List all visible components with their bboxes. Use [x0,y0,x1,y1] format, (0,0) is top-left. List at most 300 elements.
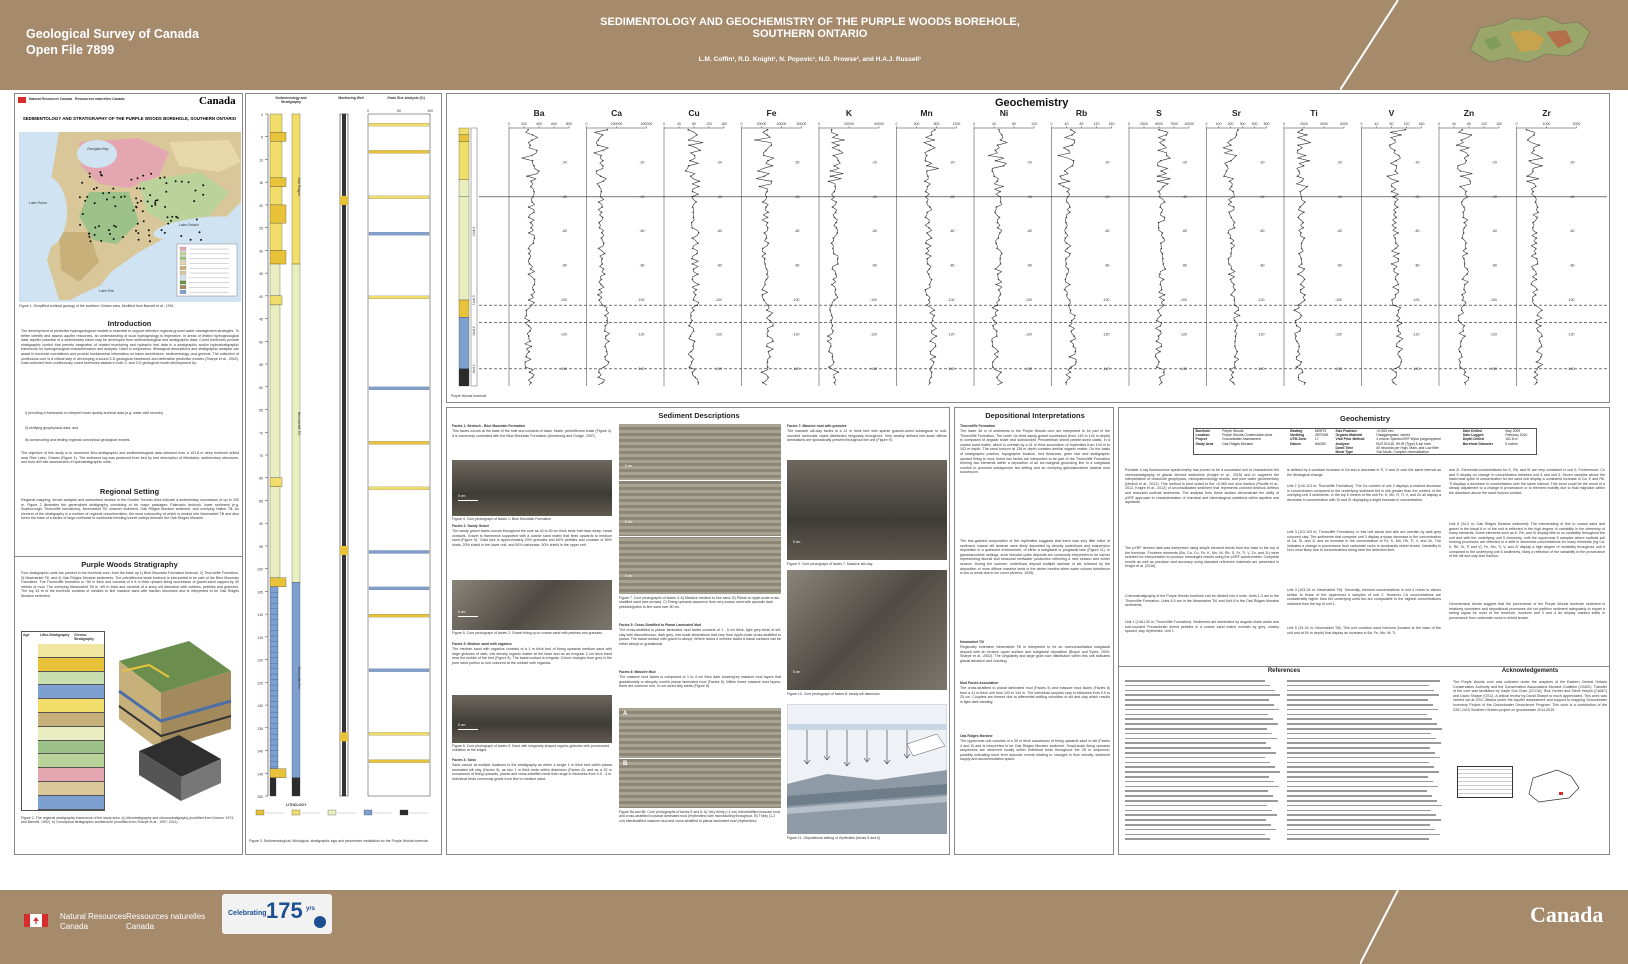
element-sample-point [596,170,598,172]
element-sample-point [1065,279,1067,281]
element-depth-tick-label: -140 [1334,366,1342,371]
element-sample-point [1166,155,1168,157]
photo-divider [619,480,781,481]
element-sample-point [1159,377,1161,379]
element-sample-point [601,206,603,208]
element-x-tick-label: 160 [1496,122,1502,126]
fig2-strat-band [38,782,104,796]
element-sample-point [1399,356,1401,358]
borehole-dot [161,229,163,231]
element-sample-point [926,155,928,157]
element-sample-point [1075,361,1077,363]
element-sample-point [766,268,768,270]
element-sample-point [1301,263,1303,265]
element-sample-point [1230,253,1232,255]
element-sample-point [926,170,928,172]
element-sample-point [1234,356,1236,358]
element-sample-point [1389,144,1391,146]
borehole-dot [109,233,111,235]
element-sample-point [531,201,533,203]
introduction-objective: The objective of this study is to document litho-stratigraphic and sedimentological data obtained from a 151.8 m deep borehole drilled near Rice Lake, Ontario (Figure 1). The sediment log was produced from bed by bed description of lithofacies, sedimentary structures, and from drill site assessment of hydrostratigraphic units. [21,451,239,465]
element-sample-point [997,273,999,275]
borehole-dot [175,216,177,218]
metadata-table-body [1194,429,1537,455]
element-sample-point [1405,129,1407,131]
element-sample-point [601,232,603,234]
element-sample-point [1395,201,1397,203]
element-sample-point [835,289,837,291]
geochem-unit-strip [471,128,477,386]
element-sample-point [1463,206,1465,208]
element-sample-point [1387,175,1389,177]
element-sample-point [1462,212,1464,214]
element-sample-point [768,351,770,353]
element-sample-point [1298,377,1300,379]
element-depth-tick-label: -120 [559,332,567,337]
metadata-cell: May 2009 [1505,429,1521,433]
element-x-tick-label: 0 [740,122,743,126]
geochem-para-7: Unit 3 (113-103 m; Thorncliffe Formation): In this unit sands and silts are overlain by dark grey coloured clay. The sediments that comprise unit 3 display a sharp decrease in the concentration of Ca, Sr, and Zr and an increase in the concentration of Fe, K, Mn, Rb, Ti, V, and Zn. The indicates a change in provenance from carbonate rocks to dominantly shield terrain. Variability in Ni is most likely due to concentrations being near the detection limit. [1287,530,1441,553]
borehole-dot [164,206,166,208]
element-sample-point [603,268,605,270]
metadata-cell: Visit Prior Method [1335,437,1365,442]
depth-tick-label: 150 [257,795,263,799]
element-sample-point [925,191,927,193]
element-sample-point [837,232,839,234]
element-sample-point [766,237,768,239]
element-sample-point [1531,284,1533,286]
element-sample-point [530,268,532,270]
element-sample-point [1071,144,1073,146]
element-x-tick-label: 40 [1064,122,1069,126]
lithology-layer [270,305,280,478]
element-sample-point [997,227,999,229]
fig2-strat-band [38,727,104,741]
element-sample-point [600,284,602,286]
element-sample-point [992,325,994,327]
element-sample-point [1069,253,1071,255]
element-sample-point [830,175,832,177]
lithology-layer [270,250,286,264]
geochem-unit-label: Unit 3 [472,295,476,305]
element-profile-line [594,130,610,385]
element-sample-point [1300,191,1302,193]
photo-label-a: A [623,711,628,717]
introduction-list-3: iii) constructing and testing regional conceptual geological models. [25,438,131,442]
element-sample-point [1157,165,1159,167]
element-x-tick-label: 40 [1452,122,1456,126]
element-sample-point [604,325,606,327]
element-sample-point [997,304,999,306]
element-x-tick-label: 300 [1239,122,1246,126]
element-x-tick-label: 160 [1108,122,1115,126]
borehole-metadata-table [1193,428,1537,455]
introduction-text: The development of predictive hydrogeological models is essential to support effective regional ground water management strategies. To better identify and assess aquifer resources, an understanding of local hydrogeology is imperative. In areas of limited hydrogeological data, aquifer potential of a sedimentary basin may be developed from sedimentological and stratigraphic data. Cored boreholes provide stratigraphic control that permits integration of related monitoring and hydraulic test data in a stratigraphic and/or hydrostratigraphic framework for hydrogeological characterization and analysis. Used in conjunction, lithological descriptions and stratigraphic analysis can assist in borehole correlations and provide fundamental information on basin architecture, sedimentology, and genesis. The collection of continuous core is a critical step in developing a sound 3-D geological framework and defensible predictive models (Sharpe et al., 2002). Data collected from continuously cored boreholes assists in both 2- and 3-D geological model development by: [21,329,239,366]
element-sample-point [832,356,834,358]
element-x-tick-label: 0 [1283,122,1285,126]
element-sample-point [1462,217,1464,219]
metadata-cell: UTM Zone [1290,437,1307,442]
element-sample-point [1391,191,1393,193]
element-sample-point [829,310,831,312]
metadata-cell: Analyzer [1335,441,1350,446]
element-sample-point [1235,155,1237,157]
figure-10-photo [787,570,947,690]
element-sample-point [1305,155,1307,157]
element-sample-point [995,160,997,162]
thorncliffe-text-2: The fine-grained composition of the rhythmites suggests that there was very little influx of sediment, coarse silt laminae were likely deposited by density underflows and suspension deposition in a quiescent environment, of either a subglacial or proglacial lake (Figure 11). In glaciolacustrine settings, such bimodal cyclic deposits are commonly interpreted to be varves representing diurnal and seasonal meltwater production reflecting a melt season and winter season. During the summer, underflows deposit multiple laminae of silt, followed by the deposition of more diffuse massive beds in the winter months when water column turbulence is low or weak due to ice cover (Antevs, 1925). [960,539,1110,576]
element-sample-point [1237,351,1239,353]
element-sample-point [690,351,692,353]
element-sample-point [1395,371,1397,373]
element-x-tick-label: 0 [973,122,975,126]
element-sample-point [530,186,532,188]
element-x-tick-label: 100 [1215,122,1222,126]
element-sample-point [698,284,700,286]
introduction-heading: Introduction [107,319,152,328]
element-depth-tick-label: -140 [1489,366,1497,371]
element-sample-point [1234,346,1236,348]
figure-11-depositional-diagram [787,704,947,834]
figure-1-caption: Figure 1. Simplified surficial geology of the southern Ontario area. Modified from Barnett et al., 1991. [19,304,175,308]
reference-line [1287,834,1440,836]
element-sample-point [1540,356,1542,358]
element-sample-point [691,227,693,229]
metadata-cell [1461,450,1503,455]
log-legend-heading: LITHOLOGY [286,803,307,807]
element-sample-point [834,382,836,384]
element-depth-tick-label: -60 [716,229,722,234]
element-profile-line [1527,130,1543,385]
metadata-cell: Depth Drilled [1462,437,1484,442]
photo-label-b: B [623,761,628,767]
element-sample-point [931,279,933,281]
open-file-number: Open File 7899 [26,43,115,57]
element-sample-point [1067,196,1069,198]
figure-4-photo [452,460,612,516]
stratigraphy-heading: Purple Woods Stratigraphy [81,560,178,569]
borehole-dot [139,188,141,190]
element-sample-point [767,361,769,363]
element-sample-point [1001,382,1003,384]
element-sample-point [531,346,533,348]
depth-tick-label: 110 [257,613,263,618]
element-sample-point [933,139,935,141]
element-sample-point [699,181,701,183]
element-sample-point [693,310,695,312]
element-sample-point [1461,237,1463,239]
metadata-cell: 690973 [1314,429,1327,433]
element-profile-line [1223,130,1239,385]
element-sample-point [1532,299,1534,301]
metadata-cell: Dwell Time [1335,445,1354,450]
element-depth-tick-label: -60 [1414,229,1420,234]
element-sample-point [766,279,768,281]
element-sample-point [1000,196,1002,198]
element-sample-point [928,299,930,301]
element-sample-point [1300,232,1302,234]
element-x-tick-label: 6000 [1340,122,1348,126]
element-sample-point [1538,366,1540,368]
element-sample-point [692,237,694,239]
figure-6-caption: Figure 6. Core photograph of facies 3: Sand with irregularly shaped organic globules with pronounced oxidation at the edges. [452,744,610,753]
borehole-dot [94,234,96,236]
element-sample-point [690,175,692,177]
element-sample-point [692,212,694,214]
element-sample-point [1395,377,1397,379]
element-sample-point [1533,191,1535,193]
facies-2-text: The sandy gravel facies occurs throughout the core as 40 to 50 cm thick beds that have sharp, basal contacts. Gravel is framework supported with a coarse sand matrix that fines upwards to medium sand (Figure 5). Clast size is approximately 20% granules and 60% pebbles and consists of 80% shale, 20% shield in the lower unit, and 50% carbonate, 50% shield in the upper unit. [452,529,612,547]
element-x-tick-label: 0 [663,122,665,126]
scale-bar-label: 5 cm [793,540,801,544]
element-sample-point [833,361,835,363]
element-profile-line [1294,130,1310,385]
element-sample-point [843,139,845,141]
reference-line [1125,771,1280,773]
element-sample-point [1163,299,1165,301]
fig2-strat-band [38,685,104,699]
map-label-lake-huron: Lake Huron [29,201,48,205]
borehole-dot [81,182,83,184]
metadata-cell: 151.8 m [1505,437,1518,442]
element-sample-point [696,253,698,255]
reference-line [1125,728,1267,730]
element-sample-point [598,201,600,203]
element-sample-point [1537,217,1539,219]
lithology-layer [270,223,282,250]
reference-line [1287,699,1428,701]
element-x-tick-label: 5000 [1155,122,1163,126]
element-sample-point [1467,196,1469,198]
borehole-dot [142,210,144,212]
element-sample-point [1069,377,1071,379]
element-depth-tick-label: -120 [637,332,645,337]
divider [15,556,243,557]
element-sample-point [1395,160,1397,162]
element-depth-tick-label: -60 [561,229,567,234]
element-sample-point [1470,134,1472,136]
element-sample-point [835,273,837,275]
element-sample-point [765,150,767,152]
nrcan-fr-line2: Canada [126,922,155,931]
element-depth-tick-label: -40 [1336,194,1342,199]
element-sample-point [1539,144,1541,146]
element-depth-tick-label: -100 [1567,298,1575,302]
borehole-dot [84,200,86,202]
geochem-unit-label: Unit 4 [472,226,476,236]
element-sample-point [1460,341,1462,343]
lithology-layer [270,478,282,487]
element-sample-point [531,294,533,296]
map-label-lake-ontario: Lake Ontario [179,223,200,227]
element-x-tick-label: 2000 [1300,122,1308,126]
element-depth-tick-label: -120 [869,332,877,337]
depth-tick-label: 10 [259,158,263,163]
element-sample-point [528,299,530,301]
element-label: Sr [1232,108,1241,118]
element-sample-point [930,351,932,353]
element-depth-tick-label: -40 [1259,194,1265,199]
element-x-tick-label: 160 [1418,122,1425,126]
geochem-lithology-strip [459,317,469,369]
nrcan-fr-line1: Ressources naturelles [126,912,206,921]
element-sample-point [1465,248,1467,250]
element-sample-point [1460,361,1462,363]
element-sample-point [602,134,604,136]
element-depth-tick-label: -100 [869,298,877,302]
scale-bar-label: 5 cm [625,520,633,524]
lithology-layer [270,296,282,305]
element-label: Fe [766,108,777,118]
element-depth-tick-label: -120 [1102,332,1110,337]
grain-size-sample-bar [369,587,429,590]
borehole-dot [154,204,156,206]
borehole-dot [112,188,114,190]
element-x-tick-label: 7500 [1170,122,1178,126]
metadata-row [1194,450,1537,455]
element-sample-point [529,351,531,353]
geochem-para-9: Unit 5 (34-34 m; Newmarket Till): This unit contains sand horizons (located at the base of the unit and at 54 m depth) that display an increase in Ba, Fe, Mn, Ni, Ti, [1287,626,1441,635]
borehole-dot [114,205,116,207]
element-sample-point [927,186,929,188]
element-sample-point [1160,325,1162,327]
facies-1-text: This facies occurs at the base of the hole and consists of black, fissile, petroliferous shale (Figure 4). It is commonly correlated with the Blue Mountain Formation (Armstrong and Dodge, 2007). [452,429,612,438]
element-sample-point [690,356,692,358]
element-sample-point [525,361,527,363]
element-sample-point [696,289,698,291]
element-sample-point [988,155,990,157]
element-sample-point [929,284,931,286]
metadata-cell: 5 inches [1505,441,1518,446]
element-sample-point [602,150,604,152]
reference-line [1125,776,1269,778]
element-sample-point [928,273,930,275]
element-sample-point [1468,377,1470,379]
reference-line [1287,795,1432,797]
element-profile-line [686,130,704,385]
element-sample-point [762,382,764,384]
acknowledgements-heading: Acknowledgements [1501,668,1559,674]
borehole-dot [89,176,91,178]
element-depth-tick-label: -80 [639,263,645,268]
element-sample-point [1295,320,1297,322]
element-depth-tick-label: -120 [1334,332,1342,337]
element-sample-point [1158,335,1160,337]
element-sample-point [1463,304,1465,306]
grain-size-sample-bar [369,487,429,490]
element-sample-point [832,325,834,327]
element-depth-tick-label: -120 [947,332,955,337]
element-sample-point [694,341,696,343]
grain-size-tick-label: 50 [397,109,401,113]
reference-line [1125,699,1269,701]
metadata-cell: Study Area [1195,441,1214,446]
element-sample-point [688,325,690,327]
element-x-tick-label: 4000 [1320,122,1328,126]
footer-banner [0,890,1628,964]
metadata-cell [1289,450,1314,455]
depth-tick-label: 40 [259,294,263,299]
stratigraphic-unit-label: Newmarket Till [297,411,301,435]
reference-line [1125,694,1280,696]
figure-2-caption: Figure 2. The regional stratigraphic framework of the study area. a) Lithostratigraphy and chronostratigraphy (modified from Karrow, 1974, and Barnett, 1992). b) Conceptual stratigraphic architecture (modified from Sharpe et al., 1997; 2011). [21,816,235,825]
element-sample-point [1397,273,1399,275]
element-sample-point [831,129,833,131]
element-sample-point [1398,310,1400,312]
element-sample-point [996,330,998,332]
borehole-dot [88,236,90,238]
element-sample-point [764,284,766,286]
borehole-dot [181,181,183,183]
element-sample-point [533,191,535,193]
element-sample-point [930,341,932,343]
element-depth-tick-label: -20 [1491,160,1497,165]
element-sample-point [1160,170,1162,172]
element-sample-point [1537,155,1539,157]
anniversary-label: Celebrating [228,910,267,917]
element-sample-point [698,186,700,188]
photo-divider [619,536,781,537]
element-label: Rb [1075,108,1088,118]
borehole-dot [120,196,122,198]
element-sample-point [1165,268,1167,270]
element-sample-point [1301,361,1303,363]
depth-tick-label: 45 [259,317,263,322]
element-sample-point [1536,242,1538,244]
element-sample-point [1164,217,1166,219]
element-depth-tick-label: -100 [714,298,722,302]
element-sample-point [528,325,530,327]
element-sample-point [692,346,694,348]
borehole-dot [149,194,151,196]
element-sample-point [1465,371,1467,373]
element-profile-line [924,130,939,385]
element-sample-point [1166,134,1168,136]
element-sample-point [768,377,770,379]
element-sample-point [1073,335,1075,337]
element-x-tick-label: 0 [818,122,820,126]
grain-size-sample-bar [369,196,429,199]
facies-6-title: Facies 6: Massive Mud [619,670,656,674]
borehole-dot [200,239,202,241]
map-legend-swatch [180,247,186,251]
borehole-dot [130,179,132,181]
element-sample-point [836,227,838,229]
element-sample-point [697,273,699,275]
element-sample-point [1236,325,1238,327]
element-sample-point [997,310,999,312]
element-sample-point [690,335,692,337]
element-sample-point [1070,341,1072,343]
facies-3-title: Facies 3: Medium sand with organics [452,642,512,646]
element-depth-tick-label: -60 [1259,229,1265,234]
element-sample-point [1532,268,1534,270]
element-sample-point [1226,165,1228,167]
element-sample-point [607,129,609,131]
element-sample-point [928,227,930,229]
figure-6-photo [452,695,612,743]
element-sample-point [1398,351,1400,353]
depth-tick-label: 15 [259,181,263,186]
element-label: Zr [1542,108,1551,118]
element-sample-point [1304,382,1306,384]
element-depth-tick-label: -100 [1257,298,1265,302]
element-sample-point [934,310,936,312]
element-depth-tick-label: -120 [1179,332,1187,337]
element-sample-point [604,315,606,317]
element-sample-point [598,299,600,301]
log-col-sedimentology-title: Sedimentology and Stratigraphy [275,96,307,105]
